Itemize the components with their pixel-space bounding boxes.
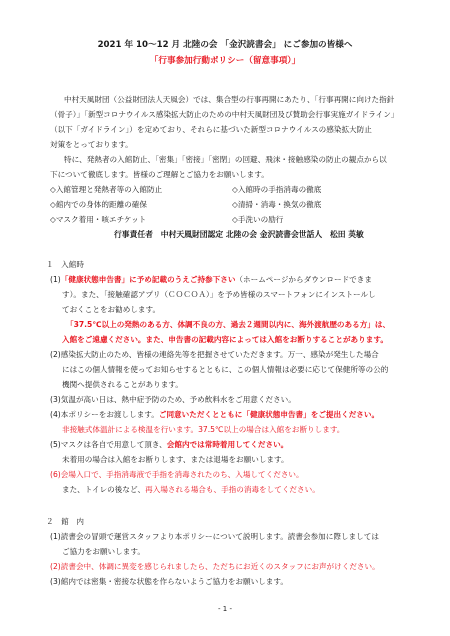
s1-item-2-line-3: 機関へ提供されることがあります。 — [62, 380, 183, 389]
intro-paragraph-1-line-1: 中村天風財団（公益財団法人天風会）では、集合型の行事再開にあたり、「行事再開に向けた指針 — [64, 95, 395, 104]
bullet-hand-washing: ◇手洗いの励行 — [232, 215, 284, 224]
document-title: 2021 年 10〜12 月 北陸の会 「金沢読書会」 にご参加の皆様へ — [97, 40, 353, 50]
s1-item-6-line-2 — [62, 485, 320, 495]
intro-paragraph-2-line-1: 特に、発熱者の入館防止、「密集」「密接」「密閉」の回避、飛沫・接触感染の防止の観点から以 — [64, 155, 387, 164]
s1-item-5-line-2: 未着用の場合は入館をお断りします、または退場をお願いします。 — [62, 455, 289, 464]
s1-item-4-line-1 — [50, 410, 379, 420]
document-subtitle: 「行事参加行動ポリシー（留意事項）」 — [149, 56, 301, 66]
s2-item-1-line-1: (1)読書会の冒頭で運営スタッフより本ポリシーについて説明します。読書会参加に際しましては — [50, 532, 379, 541]
s1-item-1-rest: （ホームページからダウンロードできま — [235, 275, 372, 284]
s1-item-5-text: (5)マスクは各自で用意して頂き、 — [50, 440, 167, 449]
intro-paragraph-2-line-2: 下について徹底します。皆様のご理解とご協力をお願いします。 — [50, 170, 269, 179]
s1-item-1-line-3: ておくことをお勧めします。 — [62, 305, 161, 314]
bullet-hand-disinfection: ◇入館時の手指消毒の徹底 — [232, 185, 322, 194]
s1-item-6-line-1: (6)会場入口で、手指消毒液で手指を消毒されたのち、入場してください。 — [50, 470, 304, 479]
s1-item-1-number: (1) — [50, 275, 61, 284]
s1-item-4-text: (4)本ポリシーをお渡しします。 — [50, 410, 159, 419]
s1-item-1-line-2: す）。また、「接触確認アプリ（ＣＯＣＯＡ）」を予め皆様のスマートフォンにインストールし — [62, 290, 376, 299]
s2-item-2-line-1: (2)読書会中、体調に異変を感じられましたら、ただちにお近くのスタッフにお声がけください。 — [50, 562, 380, 571]
s1-item-1-line-4: 「37.5℃以上の発熱のある方、体調不良の方、過去２週間以内に、海外渡航歴のある方」は、 — [66, 320, 391, 329]
page-number: - 1 - — [218, 605, 232, 613]
s1-item-2-line-2: にはこの個人情報を使ってお知らせするとともに、この個人情報は必要に応じて保健所等の公的 — [62, 365, 389, 374]
intro-paragraph-1-line-3: （以下「ガイドライン」）を定めており、それらに基づいた新型コロナウイルスの感染拡大防止 — [50, 125, 372, 134]
bullet-entry-control: ◇入館管理と発熱者等の入館防止 — [50, 185, 163, 194]
intro-paragraph-1-line-2: （骨子）」「新型コロナウイルス感染拡大防止のための中村天風財団及び賛助会行事実施ガイドライン」 — [50, 110, 399, 119]
s1-item-2-line-1: (2)感染拡大防止のため、皆様の連絡先等を把握させていただきます。万一、感染が発生した場合 — [50, 350, 379, 359]
s1-item-1-line-1 — [50, 275, 372, 285]
s1-item-4-emphasis: ご同意いただくとともに「健康状態申告書」をご提出ください。 — [158, 410, 380, 419]
responsible-person: 行事責任者 中村天風財団認定 北陸の会 金沢読書会世話人 松田 英敏 — [114, 230, 364, 239]
section-2-heading: ２ 館 内 — [46, 517, 84, 526]
s1-item-1-line-5: 入館をご遠慮ください。また、申告書の記載内容によっては入館をお断りすることがあります。 — [62, 335, 388, 344]
s1-item-5-emphasis: 会館内では常時着用してください。 — [166, 440, 289, 449]
intro-paragraph-1-line-4: 対策をとっております。 — [50, 140, 133, 149]
bullet-cleaning-ventilation: ◇清掃・消毒・換気の徹底 — [232, 200, 322, 209]
s1-item-6-text: また、トイレの後など、 — [62, 485, 146, 494]
s1-item-4-line-2: 非接触式体温計による検温を行います。37.5℃以上の場合は入館をお断りします。 — [62, 425, 345, 434]
section-1-heading: １ 入館時 — [46, 260, 84, 269]
bullet-mask-etiquette: ◇マスク着用・咳エチケット — [50, 215, 147, 224]
s1-item-1-emphasis: 「健康状態申告書」に予め記載のうえご持参下さい — [60, 275, 236, 284]
s1-item-3-line-1: (3)気温が高い日は、熱中症予防のため、予め飲料水をご用意ください。 — [50, 395, 296, 404]
s2-item-1-line-2: ご協力をお願いします。 — [62, 547, 145, 556]
s1-item-5-line-1 — [50, 440, 288, 450]
s2-item-3-line-1: (3)館内では密集・密接な状態を作らないようご協力をお願いします。 — [50, 577, 288, 586]
bullet-physical-distance: ◇館内での身体的距離の確保 — [50, 200, 147, 209]
s1-item-6-emphasis: 再入場される場合も、手指の消毒をしてください。 — [145, 485, 320, 494]
